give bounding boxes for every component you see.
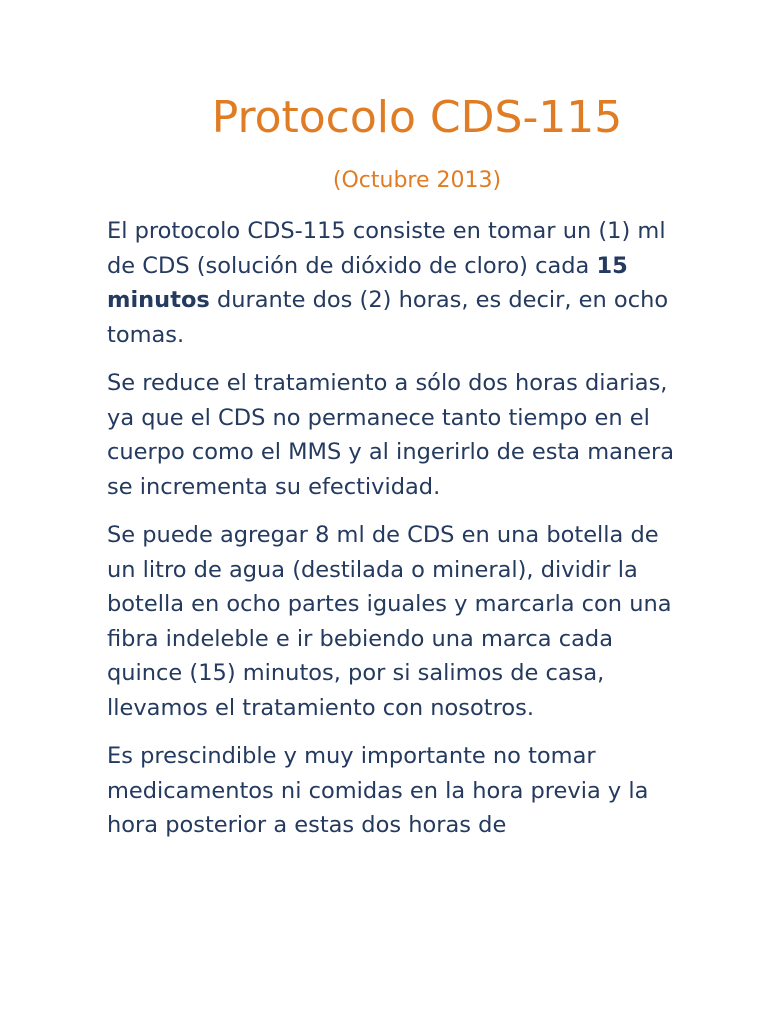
- paragraph-1-bold-text: 15 minutos: [107, 252, 628, 313]
- document-title: Protocolo CDS-115: [211, 92, 623, 143]
- paragraph-1: [107, 214, 687, 352]
- paragraph-1-text-start: El protocolo CDS-115 consiste en tomar un (1) ml de CDS (solución de dióxido de cloro) cada: [107, 218, 666, 279]
- paragraph-4: Es prescindible y muy importante no tomar medicamentos ni comidas en la hora previa y la hora posterior a estas dos horas de: [107, 743, 649, 838]
- paragraph-2: Se reduce el tratamiento a sólo dos horas diarias, ya que el CDS no permanece tanto tiempo en el cuerpo como el MMS y al ingerirlo de esta manera se incrementa su efectividad.: [107, 370, 675, 500]
- paragraph-1-text-end: durante dos (2) horas, es decir, en ocho tomas.: [107, 287, 669, 348]
- paragraph-3: Se puede agregar 8 ml de CDS en una botella de un litro de agua (destilada o mineral), dividir la botella en ocho partes iguales y marcarla con una fibra indeleble e ir bebiendo una marca cada quince (15) minutos, por si salimos de casa, llevamos el tratamiento con nosotros.: [107, 522, 672, 721]
- document-body: [107, 214, 687, 857]
- document-date: (Octubre 2013): [332, 168, 502, 193]
